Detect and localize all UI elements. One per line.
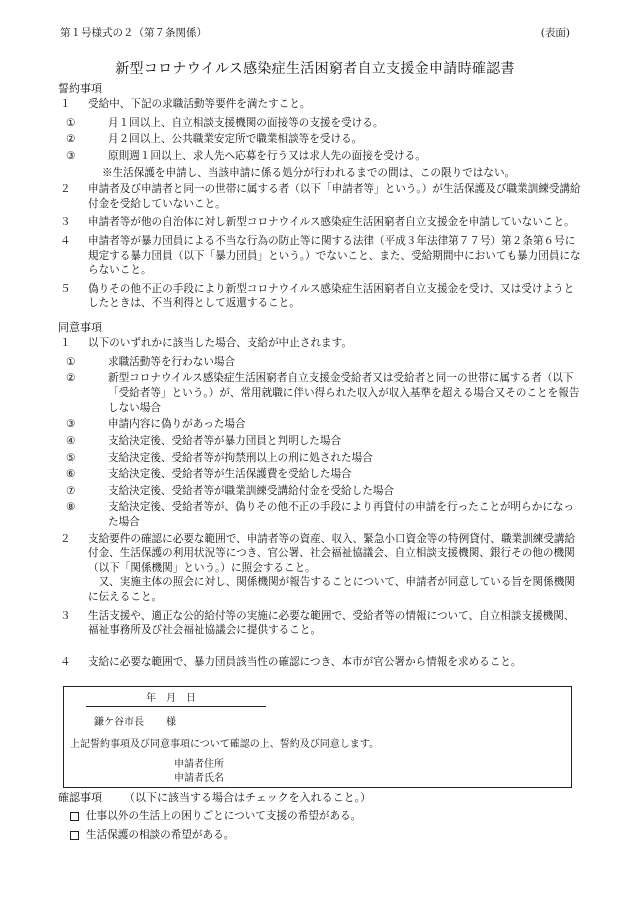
sub-number: ③: [66, 150, 76, 162]
consent-sub-item-7: [58, 484, 583, 499]
pledge-item-5: [58, 282, 583, 311]
date-field[interactable]: 年 月 日: [86, 692, 266, 707]
confirmation-heading: 確認事項: [58, 791, 102, 804]
item-number: ４: [60, 655, 71, 668]
sub-number: ②: [66, 133, 76, 146]
pledge-note: ※生活保護を申請し、当該申請に係る処分が行われるまでの間は、この限りではない。: [102, 166, 516, 179]
checkbox-label: 生活保護の相談の希望がある。: [86, 828, 235, 841]
addressee-honorific: 様: [166, 717, 176, 728]
sub-text: 支給決定後、受給者等が暴力団員と判明した場合: [108, 434, 342, 447]
sub-text: 新型コロナウイルス感染症生活困窮者自立支援金受給者又は受給者と同一の世帯に属する者（以下「受給者等」という。）が、常用就職に伴い得られた収入が収入基準を超える場合又そのことを報告しない場合: [108, 372, 580, 414]
agreement-statement: 上記誓約事項及び同意事項について確認の上、誓約及び同意します。: [70, 739, 379, 750]
page-side-label: (表面): [540, 27, 570, 39]
confirmation-item-1: [58, 809, 583, 824]
consent-item-1: [58, 336, 583, 351]
consent-sub-item-5: [58, 451, 583, 466]
item-text: 申請者等が暴力団員による不当な行為の防止等に関する法律（平成３年法律第７７号）第２条第６号に規定する暴力団員（以下「暴力団員」という。）でないこと、また、受給期間中においても暴力団員にならないこと。: [88, 235, 581, 277]
signature-box: [63, 686, 572, 788]
item-text: 受給中、下記の求職活動等要件を満たすこと。: [88, 98, 311, 111]
sub-number: ①: [66, 116, 76, 129]
pledge-sub-item-2: [58, 132, 583, 147]
consent-item-2: [58, 532, 583, 605]
document-title: 新型コロナウイルス感染症生活困窮者自立支援金申請時確認書: [115, 61, 515, 77]
addressee-name: 鎌ケ谷市長: [94, 717, 144, 728]
item-text: 申請者等が他の自治体に対し新型コロナウイルス感染症生活困窮者自立支援金を申請していないこと。: [88, 216, 575, 229]
consent-sub-item-2: [58, 371, 583, 415]
sub-text: 支給決定後、受給者等が、偽りその他不正の手段により再貸付の申請を行ったことが明らかになった場合: [108, 501, 575, 528]
consent-sub-item-8: [58, 500, 583, 529]
pledge-sub-item-3: [58, 149, 583, 164]
pledge-item-2: [58, 182, 583, 211]
sub-number: ①: [66, 355, 76, 368]
sub-number: ⑧: [66, 501, 76, 514]
form-number: 第１号様式の２（第７条関係）: [60, 27, 207, 39]
sub-text: 原則週１回以上、求人先へ応募を行う又は求人先の面接を受ける。: [108, 150, 426, 162]
item-number: ５: [60, 282, 71, 295]
item-number: ３: [60, 216, 71, 229]
item-text: 生活支援や、適正な公的給付等の実施に必要な範囲で、受給者等の情報について、自立相談支援機関、福祉事務所及び社会福祉協議会に提供すること。: [88, 609, 575, 637]
consent-item-4: [58, 655, 583, 670]
item-number: ３: [60, 609, 71, 622]
sub-number: ⑥: [66, 468, 76, 481]
sub-number: ④: [66, 434, 76, 447]
applicant-name-label[interactable]: 申請者氏名: [174, 773, 224, 784]
document-body: [58, 81, 583, 673]
consent-heading: 同意事項: [58, 321, 102, 335]
item-number: １: [60, 337, 71, 350]
pledge-item-1: [58, 97, 583, 112]
sub-number: ③: [66, 418, 76, 431]
addressee: [94, 716, 176, 730]
item-text: 偽りその他不正の手段により新型コロナウイルス感染症生活困窮者自立支援金を受け、又は受けようとしたときは、不当利得として返還すること。: [88, 282, 575, 310]
sub-number: ⑤: [66, 451, 76, 464]
item-number: ２: [60, 532, 71, 545]
item-number: ４: [60, 235, 71, 248]
checkbox[interactable]: [70, 831, 79, 840]
item-text: 支給要件の確認に必要な範囲で、申請者等の資産、収入、緊急小口資金等の特例貸付、職業訓練受講給付金、生活保護の利用状況等につき、官公署、社会福祉協議会、自立相談支援機関、銀行その他の機関（以下「関係機関」という。）に照会すること。: [88, 532, 576, 574]
item-text: 支給に必要な範囲で、暴力団員該当性の確認につき、本市が官公署から情報を求めること。: [88, 655, 522, 668]
item-number: １: [60, 98, 71, 111]
item-text: 申請者及び申請者と同一の世帯に属する者（以下「申請者等」という。）が生活保護及び職業訓練受講給付金を受給していないこと。: [88, 183, 581, 210]
pledge-heading: 誓約事項: [58, 82, 102, 95]
confirmation-hint: （以下に該当する場合はチェックを入れること。）: [124, 791, 372, 804]
pledge-item-4: [58, 234, 583, 278]
sub-text: 月１回以上、自立相談支援機関の面接等の支援を受ける。: [108, 116, 384, 129]
checkbox-label: 仕事以外の生活上の困りごとについて支援の希望がある。: [86, 810, 362, 823]
sub-number: ②: [66, 372, 76, 385]
sub-text: 支給決定後、受給者等が拘禁刑以上の刑に処された場合: [108, 451, 373, 464]
sub-text: 求職活動等を行わない場合: [108, 355, 236, 368]
consent-sub-item-1: [58, 355, 583, 370]
checkbox[interactable]: [70, 812, 79, 821]
consent-sub-item-4: [58, 434, 583, 449]
sub-text: 支給決定後、受給者等が職業訓練受講給付金を受給した場合: [108, 484, 395, 497]
consent-item-3: [58, 609, 583, 638]
sub-text: 支給決定後、受給者等が生活保護費を受給した場合: [108, 468, 352, 481]
confirmation-item-2: [58, 828, 583, 843]
consent-sub-item-6: [58, 467, 583, 482]
sub-text: 申請内容に偽りがあった場合: [108, 418, 246, 431]
sub-text: 月２回以上、公共職業安定所で職業相談等を受ける。: [108, 133, 363, 146]
item-text: 以下のいずれかに該当した場合、支給が中止されます。: [88, 337, 352, 350]
applicant-address-label[interactable]: 申請者住所: [174, 759, 224, 770]
item-number: ２: [60, 183, 71, 196]
consent-sub-item-3: [58, 417, 583, 432]
sub-number: ⑦: [66, 484, 76, 497]
confirmation-heading-row: [58, 790, 583, 805]
confirmation-section: [58, 790, 583, 842]
pledge-item-3: [58, 215, 583, 230]
item-text-continued: 又、実施主体の照会に対し、関係機関が報告することについて、申請者が同意している旨を関係機関に伝えること。: [88, 576, 575, 604]
pledge-sub-item-1: [58, 116, 583, 131]
